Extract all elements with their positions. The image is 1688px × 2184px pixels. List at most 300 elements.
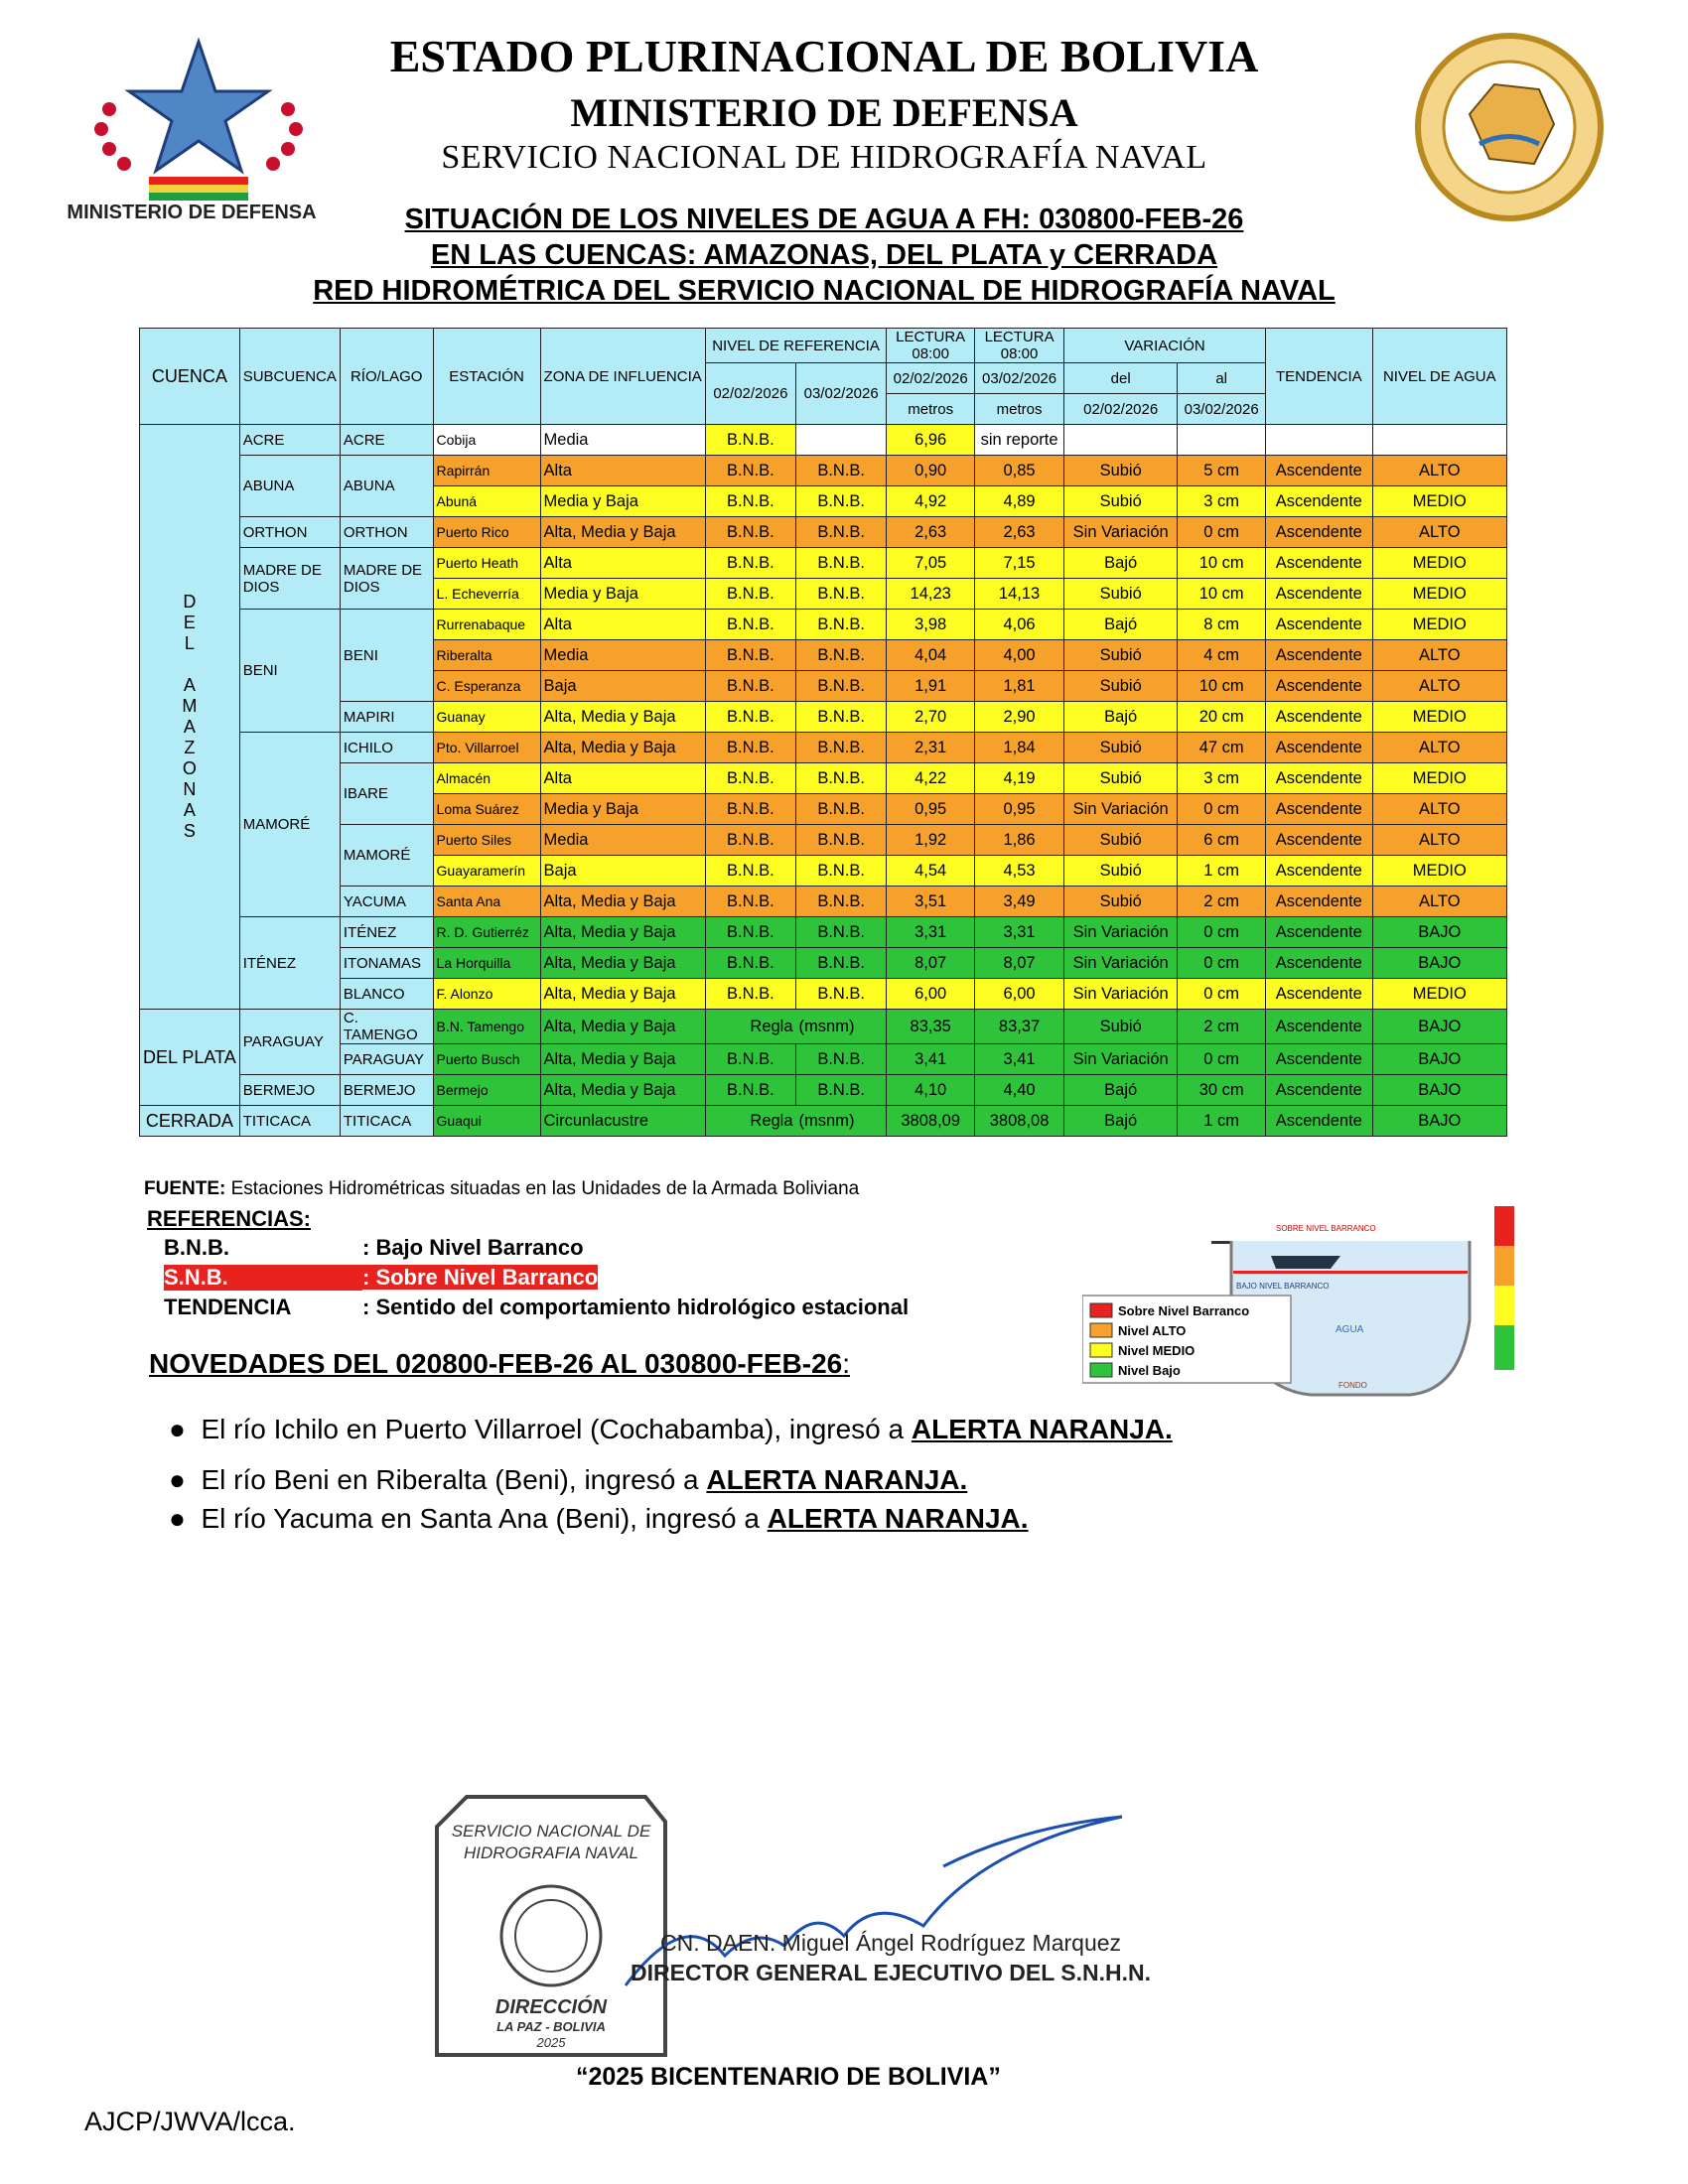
variacion-cell: Bajó xyxy=(1064,610,1178,640)
rio-cell: ABUNA xyxy=(340,456,433,517)
tendencia-cell: Ascendente xyxy=(1266,763,1373,794)
table-row xyxy=(140,917,1507,948)
tendencia-cell: Ascendente xyxy=(1266,1075,1373,1106)
variacion-cm-cell: 0 cm xyxy=(1178,948,1266,979)
cuenca-letter: D xyxy=(183,592,197,612)
rio-cell: ITONAMAS xyxy=(340,948,433,979)
zona-cell: Media xyxy=(540,425,705,456)
nivel-agua-cell: MEDIO xyxy=(1372,856,1506,887)
cuenca-cell xyxy=(140,425,240,1010)
variacion-cm-cell xyxy=(1178,425,1266,456)
tendencia-cell: Ascendente xyxy=(1266,486,1373,517)
ref-bnb: B.N.B. : Bajo Nivel Barranco xyxy=(164,1235,584,1260)
cuenca-letter: M xyxy=(182,696,198,716)
cuenca-letter xyxy=(143,654,236,675)
variacion-cm-cell: 0 cm xyxy=(1178,1044,1266,1075)
cuenca-cell: CERRADA xyxy=(140,1106,240,1137)
cuenca-letter: Z xyxy=(184,738,196,757)
header-variacion: VARIACIÓN xyxy=(1064,329,1266,363)
tendencia-cell xyxy=(1266,425,1373,456)
zona-cell: Baja xyxy=(540,856,705,887)
signer-name: CN. DAEN. Miguel Ángel Rodríguez Marquez xyxy=(660,1930,1122,1956)
variacion-cell: Sin Variación xyxy=(1064,794,1178,825)
subcuenca-cell: MADRE DE DIOS xyxy=(239,548,340,610)
report-title-line3: RED HIDROMÉTRICA DEL SERVICIO NACIONAL DE HIDROGRAFÍA NAVAL xyxy=(313,275,1336,307)
river-level-figure xyxy=(1082,1201,1519,1400)
estacion-cell: Abuná xyxy=(433,486,540,517)
table-row xyxy=(140,825,1507,856)
zona-cell: Media y Baja xyxy=(540,486,705,517)
rio-cell: ORTHON xyxy=(340,517,433,548)
lectura-cell-1: 3,31 xyxy=(887,917,975,948)
variacion-cell: Subió xyxy=(1064,640,1178,671)
header-metros-1: metros xyxy=(887,394,975,425)
ref-cell-2: B.N.B. xyxy=(796,1075,887,1106)
ref-cell-2: B.N.B. xyxy=(796,887,887,917)
variacion-cell: Sin Variación xyxy=(1064,948,1178,979)
svg-text:DIRECCIÓN: DIRECCIÓN xyxy=(494,1996,608,2018)
ref-cell-2: B.N.B. xyxy=(796,671,887,702)
ref-cell-1: B.N.B. xyxy=(705,763,795,794)
zona-cell: Alta xyxy=(540,548,705,579)
references-title: REFERENCIAS: xyxy=(147,1206,312,1231)
zona-cell: Alta xyxy=(540,456,705,486)
subcuenca-cell: ACRE xyxy=(239,425,340,456)
rio-cell: YACUMA xyxy=(340,887,433,917)
lectura-cell-2: 7,15 xyxy=(975,548,1064,579)
rio-cell: MAMORÉ xyxy=(340,825,433,887)
table-row xyxy=(140,948,1507,979)
logo-caption: MINISTERIO DE DEFENSA xyxy=(67,202,317,223)
svg-text:AGUA: AGUA xyxy=(1336,1324,1364,1335)
nivel-agua-cell: ALTO xyxy=(1372,456,1506,486)
ref-cell-2: B.N.B. xyxy=(796,579,887,610)
lectura-cell-1: 4,10 xyxy=(887,1075,975,1106)
variacion-cm-cell: 0 cm xyxy=(1178,979,1266,1010)
rio-cell: MAPIRI xyxy=(340,702,433,733)
tendencia-cell: Ascendente xyxy=(1266,579,1373,610)
lectura-cell-1: 4,22 xyxy=(887,763,975,794)
cuenca-letter: A xyxy=(183,800,196,820)
document-initials: AJCP/JWVA/lcca. xyxy=(84,2107,296,2136)
lectura-cell-1: 4,92 xyxy=(887,486,975,517)
report-title-line1: SITUACIÓN DE LOS NIVELES DE AGUA A FH: 030800-FEB-26 xyxy=(404,204,1244,235)
ref-cell-1: B.N.B. xyxy=(705,671,795,702)
tendencia-cell: Ascendente xyxy=(1266,948,1373,979)
header-subcuenca: SUBCUENCA xyxy=(239,329,340,425)
lectura-cell-2: 83,37 xyxy=(975,1010,1064,1044)
svg-text:Sobre Nivel Barranco: Sobre Nivel Barranco xyxy=(1118,1303,1250,1318)
ref-cell-2: B.N.B. xyxy=(796,640,887,671)
header-lectura-date-2: 03/02/2026 xyxy=(975,363,1064,394)
cuenca-letter: A xyxy=(183,675,196,695)
ref-cell-1: B.N.B. xyxy=(705,456,795,486)
tendencia-cell: Ascendente xyxy=(1266,794,1373,825)
tendencia-cell: Ascendente xyxy=(1266,825,1373,856)
lectura-cell-2: 14,13 xyxy=(975,579,1064,610)
lectura-cell-2: 1,86 xyxy=(975,825,1064,856)
ref-cell-1: B.N.B. xyxy=(705,640,795,671)
ref-cell-1: B.N.B. xyxy=(705,825,795,856)
variacion-cell: Subió xyxy=(1064,763,1178,794)
lectura-cell-2: 4,19 xyxy=(975,763,1064,794)
subcuenca-cell: TITICACA xyxy=(239,1106,340,1137)
variacion-cm-cell: 4 cm xyxy=(1178,640,1266,671)
lectura-cell-2: 0,85 xyxy=(975,456,1064,486)
ref-cell-1: B.N.B. xyxy=(705,579,795,610)
ministry-star-logo xyxy=(40,30,338,228)
subcuenca-cell: ITÉNEZ xyxy=(239,917,340,1010)
lectura-cell-2: 8,07 xyxy=(975,948,1064,979)
rio-cell: ITÉNEZ xyxy=(340,917,433,948)
svg-text:2025: 2025 xyxy=(536,2035,566,2050)
rio-cell: C. TAMENGO xyxy=(340,1010,433,1044)
estacion-cell: Rapirrán xyxy=(433,456,540,486)
estacion-cell: Guaqui xyxy=(433,1106,540,1137)
variacion-cm-cell: 1 cm xyxy=(1178,856,1266,887)
variacion-cell: Bajó xyxy=(1064,702,1178,733)
variacion-cm-cell: 3 cm xyxy=(1178,486,1266,517)
lectura-cell-2: 4,40 xyxy=(975,1075,1064,1106)
zona-cell: Baja xyxy=(540,671,705,702)
tendencia-cell: Ascendente xyxy=(1266,917,1373,948)
ref-cell-2: B.N.B. xyxy=(796,1044,887,1075)
lectura-cell-2: 3,49 xyxy=(975,887,1064,917)
header-zona: ZONA DE INFLUENCIA xyxy=(540,329,705,425)
estacion-cell: Loma Suárez xyxy=(433,794,540,825)
ref-cell-1: Regla xyxy=(705,1010,795,1044)
lectura-cell-1: 3,41 xyxy=(887,1044,975,1075)
table-row xyxy=(140,456,1507,486)
ref-cell-1: B.N.B. xyxy=(705,425,795,456)
ref-cell-2: (msnm) xyxy=(796,1010,887,1044)
lectura-cell-1: 83,35 xyxy=(887,1010,975,1044)
svg-text:HIDROGRAFIA NAVAL: HIDROGRAFIA NAVAL xyxy=(463,1843,639,1862)
lectura-cell-2: 4,53 xyxy=(975,856,1064,887)
water-levels-table xyxy=(139,328,1507,1137)
cuenca-letter: O xyxy=(182,758,197,778)
nivel-agua-cell: BAJO xyxy=(1372,948,1506,979)
variacion-cell: Subió xyxy=(1064,1010,1178,1044)
header-cuenca: CUENCA xyxy=(140,329,240,425)
zona-cell: Alta xyxy=(540,763,705,794)
header-del: del xyxy=(1064,363,1178,394)
header-rio: RÍO/LAGO xyxy=(340,329,433,425)
lectura-cell-1: 1,92 xyxy=(887,825,975,856)
header-var-date-1: 02/02/2026 xyxy=(1064,394,1178,425)
variacion-cell: Subió xyxy=(1064,887,1178,917)
subcuenca-cell: ABUNA xyxy=(239,456,340,517)
ref-tendencia: TENDENCIA : Sentido del comportamiento hidrológico estacional xyxy=(164,1295,910,1319)
lectura-cell-1: 6,00 xyxy=(887,979,975,1010)
lectura-cell-2: 4,00 xyxy=(975,640,1064,671)
source-note: FUENTE: Estaciones Hidrométricas situadas en las Unidades de la Armada Boliviana xyxy=(144,1178,860,1199)
lectura-cell-1: 0,95 xyxy=(887,794,975,825)
ref-cell-1: B.N.B. xyxy=(705,702,795,733)
nivel-agua-cell: BAJO xyxy=(1372,1010,1506,1044)
rio-cell: BERMEJO xyxy=(340,1075,433,1106)
nivel-agua-cell: ALTO xyxy=(1372,887,1506,917)
table-row xyxy=(140,610,1507,640)
lectura-cell-1: 3,51 xyxy=(887,887,975,917)
header-lectura-date-1: 02/02/2026 xyxy=(887,363,975,394)
variacion-cell: Subió xyxy=(1064,825,1178,856)
lectura-cell-1: 3808,09 xyxy=(887,1106,975,1137)
nivel-agua-cell: ALTO xyxy=(1372,794,1506,825)
lectura-cell-1: 0,90 xyxy=(887,456,975,486)
cuenca-letter: L xyxy=(184,633,195,653)
lectura-cell-1: 14,23 xyxy=(887,579,975,610)
estacion-cell: Puerto Rico xyxy=(433,517,540,548)
subcuenca-cell: BENI xyxy=(239,610,340,733)
ref-cell-2: B.N.B. xyxy=(796,486,887,517)
hydrography-seal-logo xyxy=(1410,30,1609,223)
ref-cell-1: B.N.B. xyxy=(705,887,795,917)
lectura-cell-1: 2,70 xyxy=(887,702,975,733)
table-row xyxy=(140,733,1507,763)
lectura-cell-1: 7,05 xyxy=(887,548,975,579)
tendencia-cell: Ascendente xyxy=(1266,979,1373,1010)
estacion-cell: Cobija xyxy=(433,425,540,456)
svg-text:FONDO: FONDO xyxy=(1338,1381,1367,1390)
zona-cell: Media xyxy=(540,825,705,856)
official-stamp xyxy=(437,1797,665,2055)
header-nivel-referencia: NIVEL DE REFERENCIA xyxy=(705,329,887,363)
variacion-cm-cell: 3 cm xyxy=(1178,763,1266,794)
table-row xyxy=(140,1106,1507,1137)
table-row xyxy=(140,1010,1507,1044)
header-estacion: ESTACIÓN xyxy=(433,329,540,425)
variacion-cm-cell: 2 cm xyxy=(1178,1010,1266,1044)
ref-cell-2: B.N.B. xyxy=(796,979,887,1010)
zona-cell: Media xyxy=(540,640,705,671)
table-row xyxy=(140,548,1507,579)
ref-cell-1: B.N.B. xyxy=(705,486,795,517)
estacion-cell: F. Alonzo xyxy=(433,979,540,1010)
ref-cell-1: B.N.B. xyxy=(705,548,795,579)
variacion-cm-cell: 10 cm xyxy=(1178,579,1266,610)
rio-cell: BENI xyxy=(340,610,433,702)
tendencia-cell: Ascendente xyxy=(1266,856,1373,887)
news-item-3: ● El río Yacuma en Santa Ana (Beni), ingresó a ALERTA NARANJA. xyxy=(169,1503,1029,1534)
rio-cell: PARAGUAY xyxy=(340,1044,433,1075)
estacion-cell: Riberalta xyxy=(433,640,540,671)
zona-cell: Alta, Media y Baja xyxy=(540,917,705,948)
header-al: al xyxy=(1178,363,1266,394)
variacion-cell: Sin Variación xyxy=(1064,517,1178,548)
variacion-cell: Bajó xyxy=(1064,1075,1178,1106)
lectura-cell-2: 4,06 xyxy=(975,610,1064,640)
lectura-cell-2: sin reporte xyxy=(975,425,1064,456)
lectura-cell-1: 4,04 xyxy=(887,640,975,671)
variacion-cell: Subió xyxy=(1064,579,1178,610)
estacion-cell: Bermejo xyxy=(433,1075,540,1106)
nivel-agua-cell xyxy=(1372,425,1506,456)
tendencia-cell: Ascendente xyxy=(1266,1044,1373,1075)
cuenca-letter: N xyxy=(183,779,197,799)
ref-cell-2: B.N.B. xyxy=(796,733,887,763)
zona-cell: Media y Baja xyxy=(540,794,705,825)
subcuenca-cell: BERMEJO xyxy=(239,1075,340,1106)
nivel-agua-cell: MEDIO xyxy=(1372,702,1506,733)
star-icon xyxy=(129,42,268,171)
lectura-cell-2: 4,89 xyxy=(975,486,1064,517)
zona-cell: Alta, Media y Baja xyxy=(540,1010,705,1044)
tendencia-cell: Ascendente xyxy=(1266,702,1373,733)
ref-cell-1: B.N.B. xyxy=(705,517,795,548)
nivel-agua-cell: MEDIO xyxy=(1372,610,1506,640)
variacion-cm-cell: 1 cm xyxy=(1178,1106,1266,1137)
variacion-cell: Bajó xyxy=(1064,1106,1178,1137)
ref-cell-1: B.N.B. xyxy=(705,917,795,948)
variacion-cm-cell: 5 cm xyxy=(1178,456,1266,486)
ref-cell-2: B.N.B. xyxy=(796,917,887,948)
estacion-cell: La Horquilla xyxy=(433,948,540,979)
nivel-agua-cell: BAJO xyxy=(1372,1106,1506,1137)
zona-cell: Alta, Media y Baja xyxy=(540,979,705,1010)
ref-cell-2: B.N.B. xyxy=(796,548,887,579)
lectura-cell-2: 3808,08 xyxy=(975,1106,1064,1137)
rio-cell: TITICACA xyxy=(340,1106,433,1137)
lectura-cell-2: 2,90 xyxy=(975,702,1064,733)
variacion-cell: Subió xyxy=(1064,486,1178,517)
rio-cell: ICHILO xyxy=(340,733,433,763)
ref-cell-2 xyxy=(796,425,887,456)
table-row xyxy=(140,763,1507,794)
news-item-2: ● El río Beni en Riberalta (Beni), ingresó a ALERTA NARANJA. xyxy=(169,1464,968,1495)
tendencia-cell: Ascendente xyxy=(1266,671,1373,702)
variacion-cell: Subió xyxy=(1064,733,1178,763)
tendencia-cell: Ascendente xyxy=(1266,517,1373,548)
ref-cell-2: B.N.B. xyxy=(796,825,887,856)
rio-cell: BLANCO xyxy=(340,979,433,1010)
header-var-date-2: 03/02/2026 xyxy=(1178,394,1266,425)
lectura-cell-2: 6,00 xyxy=(975,979,1064,1010)
nivel-agua-cell: MEDIO xyxy=(1372,763,1506,794)
variacion-cell: Sin Variación xyxy=(1064,917,1178,948)
table-row xyxy=(140,517,1507,548)
svg-text:Nivel ALTO: Nivel ALTO xyxy=(1118,1323,1187,1338)
variacion-cm-cell: 6 cm xyxy=(1178,825,1266,856)
variacion-cell: Sin Variación xyxy=(1064,1044,1178,1075)
zona-cell: Alta, Media y Baja xyxy=(540,1075,705,1106)
zona-cell: Alta, Media y Baja xyxy=(540,1044,705,1075)
ref-snb: S.N.B. : Sobre Nivel Barranco xyxy=(164,1265,599,1290)
tendencia-cell: Ascendente xyxy=(1266,1106,1373,1137)
variacion-cell: Sin Variación xyxy=(1064,979,1178,1010)
header-ref-date-2: 03/02/2026 xyxy=(796,363,887,425)
variacion-cm-cell: 0 cm xyxy=(1178,794,1266,825)
header-lectura-1: LECTURA 08:00 xyxy=(887,329,975,363)
zona-cell: Circunlacustre xyxy=(540,1106,705,1137)
nivel-agua-cell: ALTO xyxy=(1372,825,1506,856)
estacion-cell: R. D. Gutierréz xyxy=(433,917,540,948)
variacion-cell: Bajó xyxy=(1064,548,1178,579)
variacion-cm-cell: 10 cm xyxy=(1178,671,1266,702)
ref-cell-2: B.N.B. xyxy=(796,794,887,825)
ref-cell-1: B.N.B. xyxy=(705,1044,795,1075)
lectura-cell-2: 3,41 xyxy=(975,1044,1064,1075)
news-title: NOVEDADES DEL 020800-FEB-26 AL 030800-FEB-26: xyxy=(149,1348,850,1379)
subcuenca-cell: ORTHON xyxy=(239,517,340,548)
ref-cell-1: B.N.B. xyxy=(705,948,795,979)
svg-text:LA PAZ - BOLIVIA: LA PAZ - BOLIVIA xyxy=(496,2019,606,2034)
variacion-cm-cell: 47 cm xyxy=(1178,733,1266,763)
ref-cell-2: (msnm) xyxy=(796,1106,887,1137)
table-row xyxy=(140,702,1507,733)
nivel-agua-cell: ALTO xyxy=(1372,640,1506,671)
header-ref-date-1: 02/02/2026 xyxy=(705,363,795,425)
ref-cell-2: B.N.B. xyxy=(796,517,887,548)
estacion-cell: Puerto Siles xyxy=(433,825,540,856)
svg-text:Nivel MEDIO: Nivel MEDIO xyxy=(1118,1343,1196,1358)
variacion-cell xyxy=(1064,425,1178,456)
estacion-cell: Puerto Busch xyxy=(433,1044,540,1075)
nivel-agua-cell: MEDIO xyxy=(1372,979,1506,1010)
nivel-agua-cell: MEDIO xyxy=(1372,486,1506,517)
tendencia-cell: Ascendente xyxy=(1266,548,1373,579)
svg-text:SERVICIO NACIONAL DE: SERVICIO NACIONAL DE xyxy=(451,1822,651,1841)
news-item-1: ● El río Ichilo en Puerto Villarroel (Cochabamba), ingresó a ALERTA NARANJA. xyxy=(169,1414,1173,1444)
ref-cell-1: B.N.B. xyxy=(705,733,795,763)
lectura-cell-2: 0,95 xyxy=(975,794,1064,825)
cuenca-letter: S xyxy=(183,821,196,841)
estacion-cell: Rurrenabaque xyxy=(433,610,540,640)
header-country: ESTADO PLURINACIONAL DE BOLIVIA xyxy=(389,31,1259,81)
nivel-agua-cell: MEDIO xyxy=(1372,579,1506,610)
header-metros-2: metros xyxy=(975,394,1064,425)
lectura-cell-1: 1,91 xyxy=(887,671,975,702)
cuenca-letter: E xyxy=(183,613,196,632)
variacion-cm-cell: 0 cm xyxy=(1178,517,1266,548)
ref-cell-2: B.N.B. xyxy=(796,763,887,794)
estacion-cell: B.N. Tamengo xyxy=(433,1010,540,1044)
cuenca-cell: DEL PLATA xyxy=(140,1010,240,1106)
svg-text:SOBRE NIVEL BARRANCO: SOBRE NIVEL BARRANCO xyxy=(1276,1224,1376,1233)
nivel-agua-cell: MEDIO xyxy=(1372,548,1506,579)
variacion-cm-cell: 0 cm xyxy=(1178,917,1266,948)
estacion-cell: Puerto Heath xyxy=(433,548,540,579)
estacion-cell: Almacén xyxy=(433,763,540,794)
table-row xyxy=(140,887,1507,917)
variacion-cell: Subió xyxy=(1064,671,1178,702)
variacion-cm-cell: 2 cm xyxy=(1178,887,1266,917)
variacion-cm-cell: 10 cm xyxy=(1178,548,1266,579)
estacion-cell: C. Esperanza xyxy=(433,671,540,702)
tendencia-cell: Ascendente xyxy=(1266,610,1373,640)
lectura-cell-1: 2,63 xyxy=(887,517,975,548)
nivel-agua-cell: ALTO xyxy=(1372,733,1506,763)
header-ministry: MINISTERIO DE DEFENSA xyxy=(570,90,1078,135)
lectura-cell-2: 3,31 xyxy=(975,917,1064,948)
lectura-cell-1: 3,98 xyxy=(887,610,975,640)
ref-cell-2: B.N.B. xyxy=(796,610,887,640)
rio-cell: IBARE xyxy=(340,763,433,825)
tendencia-cell: Ascendente xyxy=(1266,1010,1373,1044)
variacion-cm-cell: 8 cm xyxy=(1178,610,1266,640)
tendencia-cell: Ascendente xyxy=(1266,733,1373,763)
report-title-line2: EN LAS CUENCAS: AMAZONAS, DEL PLATA y CERRADA xyxy=(430,239,1218,271)
svg-text:BAJO NIVEL BARRANCO: BAJO NIVEL BARRANCO xyxy=(1236,1282,1330,1291)
zona-cell: Media y Baja xyxy=(540,579,705,610)
variacion-cell: Subió xyxy=(1064,856,1178,887)
signature-block xyxy=(427,1787,1201,2075)
ref-cell-1: B.N.B. xyxy=(705,1075,795,1106)
estacion-cell: Guayaramerín xyxy=(433,856,540,887)
variacion-cm-cell: 20 cm xyxy=(1178,702,1266,733)
estacion-cell: Pto. Villarroel xyxy=(433,733,540,763)
zona-cell: Alta, Media y Baja xyxy=(540,702,705,733)
